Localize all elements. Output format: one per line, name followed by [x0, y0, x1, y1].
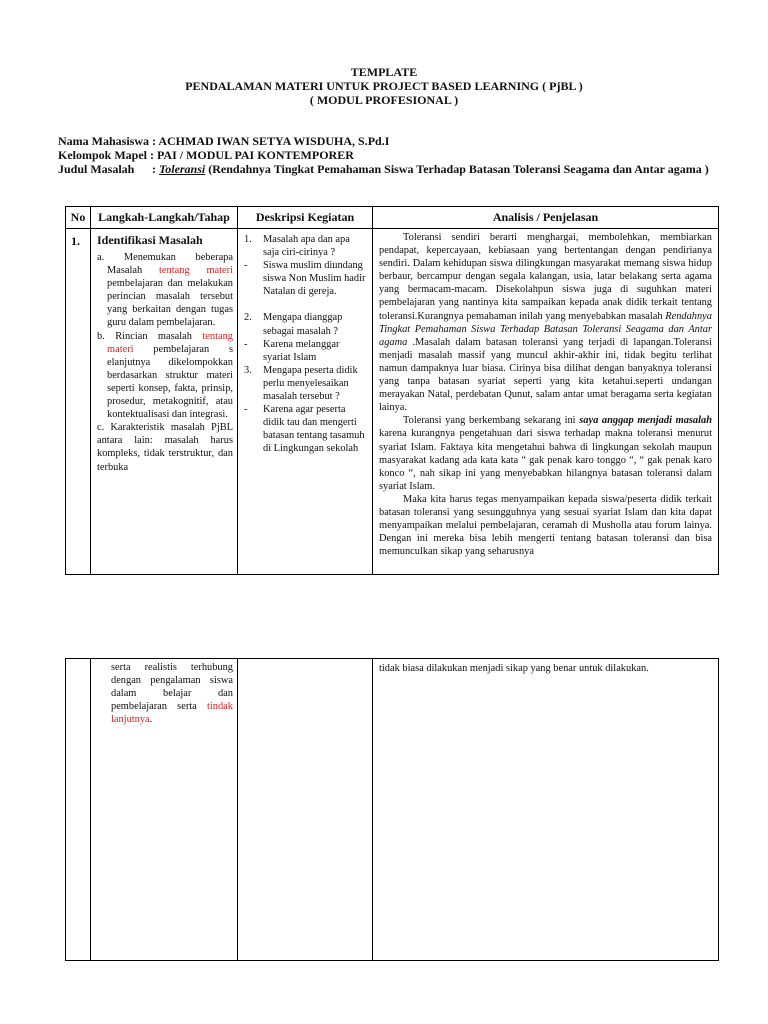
student-info — [58, 134, 709, 176]
analysis-cell — [373, 229, 719, 575]
row-number: 1. — [71, 234, 80, 248]
header-line-3: ( MODUL PROFESIONAL ) — [309, 93, 459, 107]
problem-title-detail: (Rendahnya Tingkat Pemahaman Siswa Terhadap Batasan Toleransi Seagama dan Antar agama ) — [208, 162, 709, 176]
description-marker: 3. — [244, 364, 252, 376]
header-description: Deskripsi Kegiatan — [238, 207, 373, 229]
description-list — [238, 229, 372, 456]
description-cell — [238, 229, 373, 575]
description-cell — [238, 659, 373, 961]
subject-group-label: Kelompok Mapel — [58, 148, 147, 162]
table-header-row — [66, 207, 719, 229]
row-number-cell — [66, 659, 91, 961]
header-line-2: PENDALAMAN MATERI UNTUK PROJECT BASED LEARNING ( PjBL ) — [185, 79, 583, 93]
row-number-cell — [66, 229, 91, 575]
step-item-c: c. Karakteristik masalah PjBL antara lain: masalah harus kompleks, tidak terstruktur, dan terbuka — [97, 422, 233, 473]
header-line-1: TEMPLATE — [350, 65, 418, 79]
problem-title-label: Judul Masalah — [58, 162, 135, 176]
description-text: Karena melanggar syariat Islam — [263, 338, 340, 363]
description-text: Masalah apa dan apa saja ciri-cirinya ? — [263, 234, 350, 259]
pjbl-table-continued — [65, 658, 719, 961]
description-marker: 1. — [244, 234, 252, 245]
analysis-paragraph-1: Toleransi sendiri berarti menghargai, membolehkan, membiarkan pendapat, kepercayaan, kebiasaan yang bertentangan dengan pendirianya sendiri. Dalam kehidupan siswa dilingkungan masyarakat memang siswa hidup berbaur, bercampur dengan segala kalangan, usia, latar belakang serta agama yang bermacam-macam. Disekolahpun siswa juga di suguhkan materi pembelajaran yang nantinya kita sampaikan kepada anak didik terkait tentang toleransi.Kurangnya pemahaman inilah yang menyebabkan masalah Rendahnya Tingkat Pemahaman Siswa Terhadap Batasan Toleransi Seagama dan Antar agama .Masalah dalam batasan toleransi yang terjadi di lapangan.Toleransi menjadi masalah massif yang muncul akhir-akhir ini, tidak begitu terlihat namun dampaknya luar biasa. Cirinya bisa dilihat dengan banyaknya toleransi yang tanpa batasan syariat seperti yang kita ketahui.seperti undangan merayakan Natal, perdebatan Qunut, salam antar umat beragama serta kegiatan lainya. — [379, 232, 712, 414]
description-marker: - — [244, 338, 248, 350]
description-item — [242, 403, 368, 455]
document-header — [0, 65, 768, 107]
description-item — [242, 338, 368, 364]
description-text: Mengapa peserta didik perlu menyelesaikan masalah tersebut ? — [263, 364, 358, 403]
analysis-continuation: tidak biasa dilakukan menjadi sikap yang benar untuk dilakukan. — [379, 663, 649, 674]
student-name-row — [58, 134, 709, 148]
highlight-text: tentang materi — [107, 330, 233, 355]
analysis-cell — [373, 659, 719, 961]
student-name-value: : ACHMAD IWAN SETYA WISDUHA, S.Pd.I — [152, 134, 390, 148]
step-item-b: b. Rincian masalah tentang materi pembelajaran s elanjutnya dikelompokkan berdasarkan struktur materi seperti konsep, fakta, prinsip, prosedur, metakognitif, atau kontektualisasi dan integrasi. — [97, 330, 233, 421]
table-row — [66, 229, 719, 575]
description-item — [242, 259, 368, 298]
step-item-a: a. Menemukan beberapa Masalah tentang materi pembelajaran dan melakukan perincian masalah tersebut yang berkaitan dengan tugas guru dalam pembelajaran. — [97, 252, 233, 329]
student-name-label: Nama Mahasiswa — [58, 134, 150, 148]
step-list — [91, 251, 237, 474]
highlight-text: tentang materi — [159, 265, 233, 277]
description-item — [242, 311, 368, 337]
steps-cell — [91, 229, 238, 575]
description-text: Karena agar peserta didik tau dan mengerti batasan tentang tasamuh di Lingkungan sekolah — [263, 404, 365, 455]
header-analysis: Analisis / Penjelasan — [373, 207, 719, 229]
description-marker: - — [244, 404, 248, 416]
subject-group-value: : PAI / MODUL PAI KONTEMPORER — [150, 148, 354, 162]
highlight-text: tindak lanjutnya — [111, 701, 233, 726]
step-title: Identifikasi Masalah — [97, 233, 203, 247]
description-text: Siswa muslim diundang siswa Non Muslim hadir Natalan di gereja. — [263, 260, 366, 298]
description-marker: - — [244, 260, 248, 272]
step-continuation: serta realistis terhubung dengan pengalaman siswa dalam belajar dan pembelajaran serta tindak lanjutnya. — [111, 662, 233, 726]
analysis-paragraph-2: Toleransi yang berkembang sekarang ini saya anggap menjadi masalah karena kurangnya pengetahuan dari siswa terhadap makna toleransi menurut syariat Islam. Faktaya kita mengetahui bahwa di lingkungan sekolah maupun masyarakat kadang ada kata kata “ gak penak karo tonggo “, “ gak penak karo konco “, nah sikap ini yang menyebabkan hilangnya batasan toleransi dalam syariat Islam. — [379, 415, 712, 492]
analysis-text — [373, 229, 718, 574]
header-steps: Langkah-Langkah/Tahap — [91, 207, 238, 229]
pjbl-table — [65, 206, 719, 575]
problem-topic: Toleransi — [159, 162, 206, 176]
table-row — [66, 659, 719, 961]
analysis-paragraph-3: Maka kita harus tegas menyampaikan kepada siswa/peserta didik terkait batasan toleransi yang sesungguhnya yang sesuai syariat Islam dan kita dapat menyampaikan melalui pembelajaran, ceramah di Musholla atau forum lainya. Dengan ini mereka bisa lebih mengerti tentang batasan toleransi dan bisa memunculkan sikap yang seharusnya — [379, 493, 712, 558]
subject-group-row — [58, 148, 709, 162]
problem-title-row — [58, 162, 709, 176]
steps-cell — [91, 659, 238, 961]
description-marker: 2. — [244, 312, 252, 324]
description-text: Mengapa dianggap sebagai masalah ? — [263, 312, 343, 337]
description-item — [242, 233, 368, 259]
problem-title-colon: : — [152, 162, 156, 176]
header-no: No — [66, 207, 91, 229]
description-item — [242, 364, 368, 403]
